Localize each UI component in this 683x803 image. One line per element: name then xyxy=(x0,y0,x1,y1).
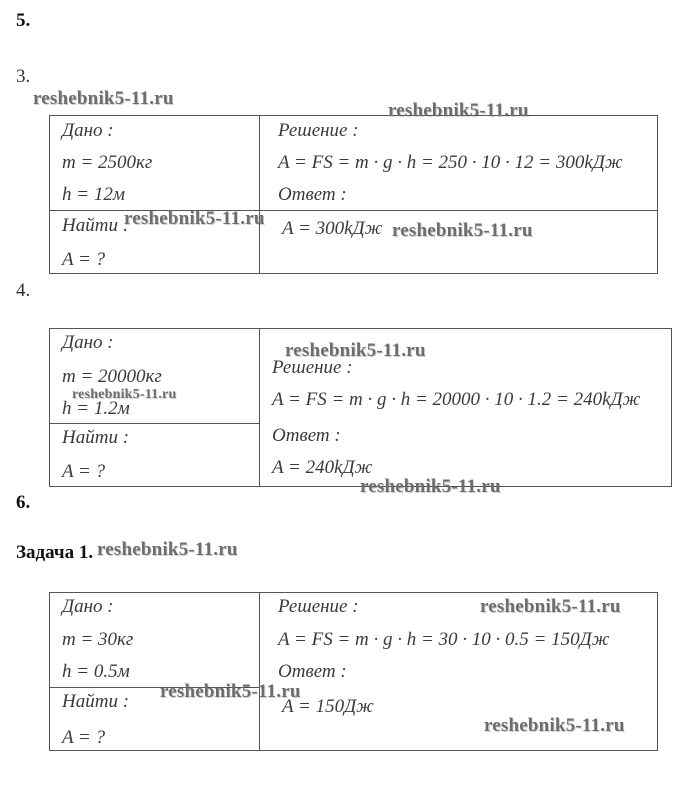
given-mass: m = 20000кг xyxy=(62,366,162,387)
solution-label: Решение : xyxy=(272,357,353,378)
answer-value: A = 300kДж xyxy=(282,218,383,239)
column-divider xyxy=(259,592,260,750)
find-label: Найти : xyxy=(62,691,130,712)
find-value: A = ? xyxy=(62,249,106,270)
solution-formula: A = FS = m · g · h = 20000 · 10 · 1.2 = 240kДж xyxy=(272,389,641,410)
column-divider xyxy=(259,328,260,486)
answer-label: Ответ : xyxy=(278,184,347,205)
solution-label: Решение : xyxy=(278,596,359,617)
given-label: Дано : xyxy=(62,332,114,353)
watermark: reshebnik5-11.ru xyxy=(480,596,621,617)
watermark: reshebnik5-11.ru xyxy=(360,476,501,497)
row-divider xyxy=(49,423,259,424)
given-label: Дано : xyxy=(62,596,114,617)
find-value: A = ? xyxy=(62,461,106,482)
answer-label: Ответ : xyxy=(278,661,347,682)
given-mass: m = 30кг xyxy=(62,629,134,650)
watermark: reshebnik5-11.ru xyxy=(33,88,174,109)
find-value: A = ? xyxy=(62,727,106,748)
find-label: Найти : xyxy=(62,215,130,236)
answer-value: A = 150Дж xyxy=(282,696,374,717)
column-divider xyxy=(259,115,260,273)
given-label: Дано : xyxy=(62,120,114,141)
watermark: reshebnik5-11.ru xyxy=(160,681,301,702)
watermark: reshebnik5-11.ru xyxy=(392,220,533,241)
given-height: h = 12м xyxy=(62,184,125,205)
watermark: reshebnik5-11.ru xyxy=(124,208,265,229)
problem-3-number: 3. xyxy=(16,66,31,87)
given-height: h = 0.5м xyxy=(62,661,130,682)
watermark: reshebnik5-11.ru xyxy=(72,387,177,402)
given-mass: m = 2500кг xyxy=(62,152,153,173)
watermark: reshebnik5-11.ru xyxy=(285,340,426,361)
answer-value: A = 240kДж xyxy=(272,457,373,478)
find-label: Найти : xyxy=(62,427,130,448)
solution-label: Решение : xyxy=(278,120,359,141)
given-height: h = 1.2м xyxy=(62,398,130,419)
watermark: reshebnik5-11.ru xyxy=(388,100,529,121)
task-1-heading: Задача 1. xyxy=(16,542,94,563)
solution-formula: A = FS = m · g · h = 250 · 10 · 12 = 300kДж xyxy=(278,152,623,173)
watermark: reshebnik5-11.ru xyxy=(97,539,238,560)
watermark: reshebnik5-11.ru xyxy=(484,715,625,736)
answer-label: Ответ : xyxy=(272,425,341,446)
problem-4-number: 4. xyxy=(16,280,31,301)
solution-formula: A = FS = m · g · h = 30 · 10 · 0.5 = 150Дж xyxy=(278,629,610,650)
section-6-heading: 6. xyxy=(16,492,31,513)
section-5-heading: 5. xyxy=(16,10,31,31)
